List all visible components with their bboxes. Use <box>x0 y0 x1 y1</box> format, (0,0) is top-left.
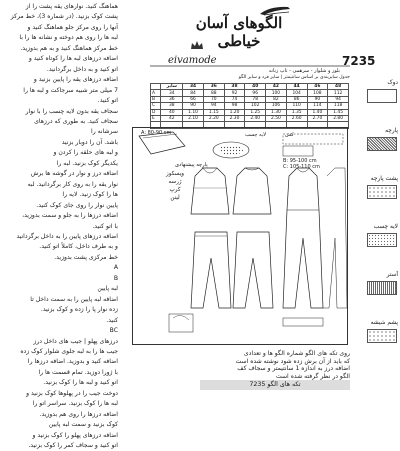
size-chart-cell: 86 <box>286 96 307 102</box>
size-chart-header-cell: 36 <box>203 84 224 90</box>
fabric-swatch-icon <box>367 137 397 151</box>
size-chart-cell: 1.15 <box>203 109 224 115</box>
instruction-line: اضافه درز و نوار در گوشه ها برش <box>30 170 118 178</box>
pattern-subtitle: بلوز و شلوار - سرهمی - تاپ زنانه <box>268 68 340 74</box>
instruction-line: کنید. <box>106 316 118 324</box>
size-chart-header-cell: سایز <box>161 84 183 90</box>
size-chart-header-cell: 40 <box>245 84 266 90</box>
bottom-note-line: روی تکه های الگو شماره الگو ها و تعدادی <box>243 350 350 357</box>
size-chart-cell: 94 <box>328 96 349 102</box>
trousers-drawing-icon <box>191 232 273 308</box>
instruction-line: 7 میلی متر شبیه سرجاکت و لبه ها را <box>23 86 118 94</box>
garment-diagram-box <box>132 127 348 345</box>
instruction-line: با اتو کنید. <box>92 222 118 230</box>
instruction-line: با ژورا دوزید. تمام قسمت ها را <box>38 368 118 376</box>
pattern-pieces-bottom-icon <box>169 314 323 332</box>
instruction-line: هماهنگ کنید. نوارهای یقه پشت را از <box>25 3 118 10</box>
instruction-line: کوک بزنید و سمت لبه پایین <box>48 421 118 429</box>
size-chart-cell: 96 <box>245 90 266 96</box>
size-chart-cell: 92 <box>224 90 245 96</box>
suggested-fabric-list <box>160 170 190 202</box>
size-chart-header-cell: 38 <box>224 84 245 90</box>
instruction-line: اتو کنید و لبه ها را کوک بزنید. <box>43 379 118 387</box>
suggested-fabric-title: پارچه پیشنهادی <box>175 162 208 168</box>
size-chart-header-cell: 34 <box>183 84 204 90</box>
size-chart-cell: 1.45 <box>328 109 349 115</box>
size-chart-cell: 2.40 <box>245 115 266 121</box>
size-chart-cell: 1.35 <box>286 109 307 115</box>
size-notes-line: جدول سایزبندی بر اساس سانتیمتر | سایز فرد و سایز الگو <box>238 75 350 80</box>
size-chart-cell: 1.40 <box>307 109 328 115</box>
size-chart-cell: 106 <box>266 103 287 109</box>
size-chart-header-cell: 42 <box>266 84 287 90</box>
instruction-line: یکدیگر کوک بزنید. لبه را <box>56 159 118 167</box>
instruction-line: B <box>113 274 118 282</box>
instruction-line: زده نوار پا را زده و کوک بزنید. <box>40 306 118 314</box>
size-chart-cell: 36 <box>161 96 183 102</box>
size-chart-header-cell: 46 <box>307 84 328 90</box>
size-chart-cell: 90 <box>307 96 328 102</box>
suggested-fabric-item: ویسکوز <box>166 171 184 177</box>
size-chart-cell: C <box>151 103 161 109</box>
interfacing-label: لایه چسب <box>245 132 266 138</box>
size-chart-cell: 98 <box>224 103 245 109</box>
instruction-line: پایین نوار را روی جای کوک کنید. <box>36 201 118 209</box>
fabric-swatch-icon <box>367 185 397 199</box>
size-chart-cell: 38 <box>161 103 183 109</box>
size-chart-cell: 70 <box>203 96 224 102</box>
size-chart-cell: 118 <box>328 103 349 109</box>
instruction-line: اضافه درزها را روی هم بدوزید. <box>39 410 118 418</box>
pattern-number: 7235 <box>342 54 376 68</box>
fabric-label: پشم شیشه <box>370 320 398 326</box>
instruction-line: A <box>113 264 118 272</box>
bottom-note-line: که باید از آن برش زده شود نوشته شده است <box>235 357 350 365</box>
size-chart-cell: 90 <box>183 103 204 109</box>
size-chart-cell: 2.30 <box>224 115 245 121</box>
size-chart-cell: 2.20 <box>203 115 224 121</box>
diagram-label-b: B: 95-100 cm <box>283 158 317 164</box>
size-chart-cell: 34 <box>161 90 183 96</box>
instruction-line: اضافه لبه پایین را به سمت داخل تا <box>30 295 118 303</box>
size-chart-cell: 1.25 <box>245 109 266 115</box>
bottom-note-line: الگو در نظر گرفته شده است <box>275 373 350 381</box>
brand-title: الگوهای آسان خیاطی <box>195 14 283 50</box>
instruction-line: جیب ها را به لبه جلوی شلوار کوک زده <box>20 347 118 355</box>
diagram-label-c: C: 105-110 cm <box>283 164 320 170</box>
instruction-line: پشت کوک بزنید. (در شماره 3)، خط مرکز <box>10 13 118 21</box>
instruction-line: اضافه درزهای لبه ها را کوتاه کنید و <box>28 55 118 63</box>
size-chart-cell: B <box>151 96 161 102</box>
bottom-notes <box>160 350 350 381</box>
crown-icon <box>190 40 204 50</box>
size-chart-cell: 2.60 <box>286 115 307 121</box>
instruction-line: دوخت جیب را در پهلوها کوک بزنید و <box>26 389 118 397</box>
size-chart-cell: 40 <box>161 109 183 115</box>
size-chart <box>150 83 349 129</box>
size-chart-cell: 74 <box>224 96 245 102</box>
instruction-line: اتو کنید. <box>97 97 118 105</box>
diagram-label-a: A: 80-90 cm <box>141 130 172 136</box>
instruction-line: سجاف کنید. به طوری که درزهای <box>34 117 118 125</box>
fabric-legend <box>352 80 398 380</box>
fabric-label: آستر <box>386 272 398 278</box>
size-chart-cell: 102 <box>245 103 266 109</box>
size-chart-cell: 82 <box>266 96 287 102</box>
jumpsuit-drawing-icon <box>283 168 347 308</box>
size-chart-cell: 104 <box>286 90 307 96</box>
size-chart-cell: 100 <box>266 90 287 96</box>
size-chart-header-cell: 44 <box>286 84 307 90</box>
header-divider <box>150 65 350 67</box>
instruction-line: خط مرکز هماهنگ کنید و به هم بدوزید. <box>20 44 118 52</box>
size-chart-cell: 2.50 <box>266 115 287 121</box>
size-chart-cell: 66 <box>183 96 204 102</box>
size-chart-cell: 42 <box>161 115 183 121</box>
size-chart-cell: 78 <box>245 96 266 102</box>
instruction-line: BC <box>109 327 118 335</box>
suggested-fabric-item: کرپ <box>169 187 181 193</box>
instruction-line: اتو کنید و سجاف کمر را کوک بزنید. <box>28 442 118 450</box>
suggested-fabric-item: لینن <box>170 195 180 201</box>
instruction-line: باشد. آن را دوبار بزنید <box>61 138 118 146</box>
instruction-line: اتو کنید و به داخل برگردانید. <box>46 65 118 73</box>
instruction-line: و به طرف داخل، کاملاً اتو کنید. <box>39 243 118 251</box>
size-chart-cell: 114 <box>307 103 328 109</box>
instruction-line: لبه ها را کوک بزنید. سراسر اتو را <box>32 400 118 408</box>
size-chart-cell: 2.70 <box>307 115 328 121</box>
blouse-drawing-icon <box>191 168 271 214</box>
size-chart-cell: 1.20 <box>224 109 245 115</box>
size-chart-cell: 94 <box>203 103 224 109</box>
instruction-line: آنها را روی مرکز جلو هماهنگ کنید و <box>27 23 118 31</box>
size-chart-cell: 2.80 <box>328 115 349 121</box>
fabric-label: لایه چسب <box>373 224 398 230</box>
size-chart-cell: E <box>151 115 161 121</box>
fabric-swatch-icon <box>367 233 397 247</box>
fabric-swatch-icon <box>367 89 397 103</box>
elastic-label: کش <box>285 132 294 138</box>
pattern-pieces-bar: تکه های الگو 7235 <box>200 380 350 390</box>
size-chart-cell: 2.10 <box>183 115 204 121</box>
size-chart-cell: D <box>151 109 161 115</box>
instruction-line: سجاف یقه بدون لایه چسب را با نوار <box>25 107 118 115</box>
size-chart-cell: 1.30 <box>266 109 287 115</box>
instruction-line: اضافه درزهای پهلو را کوک بزنید و <box>32 431 118 439</box>
size-chart-cell: 84 <box>183 90 204 96</box>
instruction-line: خط مرکزی پشت بدوزید. <box>54 253 118 261</box>
size-chart-cell: 110 <box>286 103 307 109</box>
size-chart-cell: 1.10 <box>183 109 204 115</box>
suggested-fabric-item: ژرسه <box>168 179 182 185</box>
instruction-line: لبه ها را روی هم دوخته و نشانه ها را با <box>19 34 118 42</box>
instruction-line: و لبه های حلقه را کردن و <box>53 149 118 157</box>
size-chart-cell: 108 <box>307 90 328 96</box>
fabric-sample-icon <box>213 142 249 158</box>
fabric-label: پشت پارچه <box>370 176 398 182</box>
fabric-swatch-icon <box>367 281 397 295</box>
instruction-line: سرشانه را <box>91 128 118 136</box>
instruction-line: اضافه درزهای پایین را به داخل برگردانید <box>16 232 118 240</box>
fabric-label: پارچه <box>385 128 398 134</box>
instruction-line: اضافه درزهای یقه را پایین بزنید و <box>33 76 118 84</box>
instruction-line: اضافه کنید و بدوزید. اضافه درزها را <box>27 358 118 366</box>
instruction-line: نوار یقه را به روی کار برگردانید. لبه <box>27 180 118 188</box>
instruction-line: ها را کوک زنید. لایه را <box>62 191 118 199</box>
instruction-line: اضافه درزها را به جلو و سمت بدوزید، <box>22 212 118 220</box>
bottom-note-line: اضافه درز به اندازه 1 سانتیمتر و سجاف کف <box>237 365 350 373</box>
brand-logo-text: eivamode <box>168 55 217 66</box>
fabric-label: دوک <box>387 80 398 86</box>
size-chart-cell: A <box>151 90 161 96</box>
fabric-swatch-icon <box>367 329 397 343</box>
size-chart-cell: 88 <box>203 90 224 96</box>
instruction-line: لبه پایین <box>97 285 118 293</box>
size-chart-cell: 112 <box>328 90 349 96</box>
size-chart-header-cell: 48 <box>328 84 349 90</box>
instructions-column <box>2 2 118 450</box>
instruction-line: درزهای پهلو | جیب های داخل درز <box>33 337 118 345</box>
